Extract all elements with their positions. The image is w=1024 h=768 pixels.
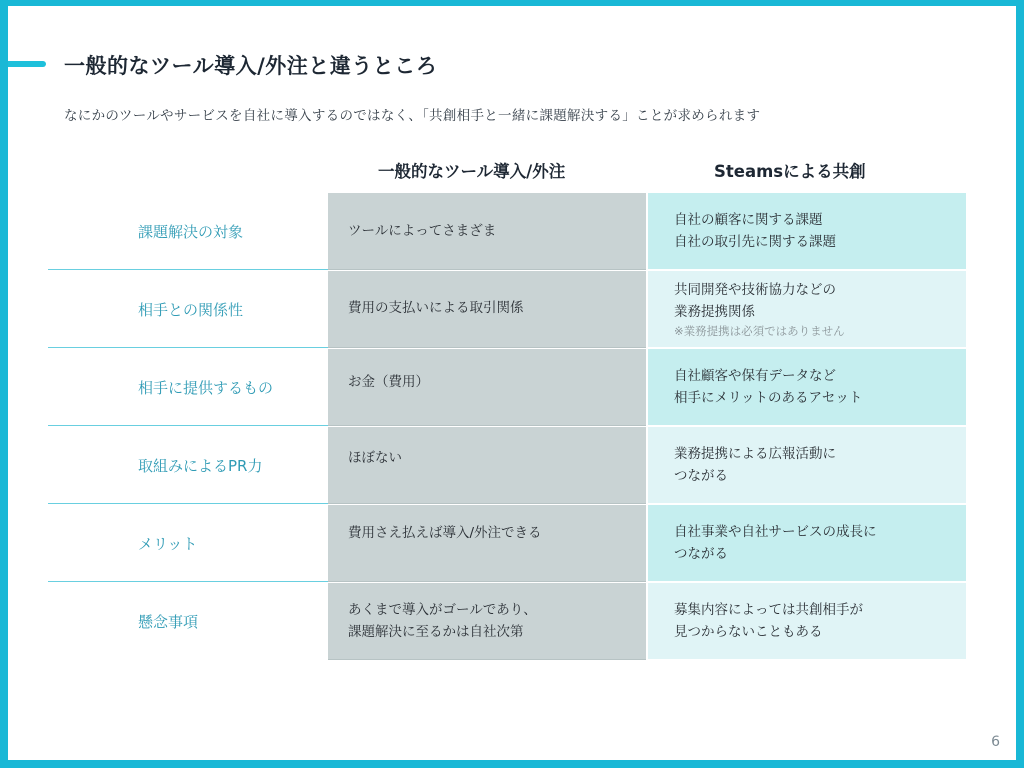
cell-text: ほぼない (348, 450, 402, 466)
cell-text: 見つからないこともある (674, 624, 823, 640)
cell-text: 相手にメリットのあるアセット (674, 390, 863, 406)
row-label: 課題解決の対象 (48, 193, 328, 270)
title-accent-bar (8, 61, 46, 67)
cell-text: 費用さえ払えば導入/外注できる (348, 525, 542, 541)
table-row (48, 427, 968, 504)
row-label: 相手に提供するもの (48, 349, 328, 426)
cell-general (328, 271, 646, 348)
cell-text: お金（費用） (348, 374, 429, 390)
cell-note: ※業務提携は必須ではありません (674, 324, 845, 338)
cell-text: 自社の取引先に関する課題 (674, 234, 836, 250)
cell-general (328, 583, 646, 660)
row-label: 取組みによるPR力 (48, 427, 328, 504)
cell-text: あくまで導入がゴールであり、 (348, 602, 537, 618)
page-subtitle: なにかのツールやサービスを自社に導入するのではなく、「共創相手と一緒に課題解決する」ことが求められます (64, 108, 761, 124)
table-row (48, 505, 968, 582)
cell-steams (648, 271, 966, 348)
cell-text: つながる (674, 546, 728, 562)
cell-text: ツールによってさまざま (348, 223, 497, 239)
cell-text: 業務提携による広報活動に (674, 446, 836, 462)
cell-text: 費用の支払いによる取引関係 (348, 300, 524, 316)
page-number: 6 (991, 734, 1000, 750)
table-row (48, 583, 968, 660)
cell-steams (648, 349, 966, 426)
row-label: 相手との関係性 (48, 271, 328, 348)
cell-text: 業務提携関係 (674, 304, 755, 320)
cell-text: 共同開発や技術協力などの (674, 282, 836, 298)
column-header-general: 一般的なツール導入/外注 (378, 162, 566, 181)
cell-general (328, 193, 646, 270)
cell-steams (648, 427, 966, 504)
cell-general (328, 505, 646, 582)
cell-steams (648, 583, 966, 660)
cell-text: 自社の顧客に関する課題 (674, 212, 823, 228)
row-label: メリット (48, 505, 328, 582)
cell-steams (648, 193, 966, 270)
cell-general (328, 349, 646, 426)
table-row (48, 271, 968, 348)
cell-text: つながる (674, 468, 728, 484)
cell-general (328, 427, 646, 504)
page-title: 一般的なツール導入/外注と違うところ (64, 54, 438, 78)
cell-text: 自社顧客や保有データなど (674, 368, 836, 384)
cell-text: 自社事業や自社サービスの成長に (674, 524, 877, 540)
cell-steams (648, 505, 966, 582)
cell-text: 募集内容によっては共創相手が (674, 602, 863, 618)
table-row (48, 349, 968, 426)
cell-text: 課題解決に至るかは自社次第 (348, 624, 524, 640)
column-header-steams: Steamsによる共創 (714, 162, 866, 181)
row-label: 懸念事項 (138, 613, 199, 631)
table-row (48, 193, 968, 270)
